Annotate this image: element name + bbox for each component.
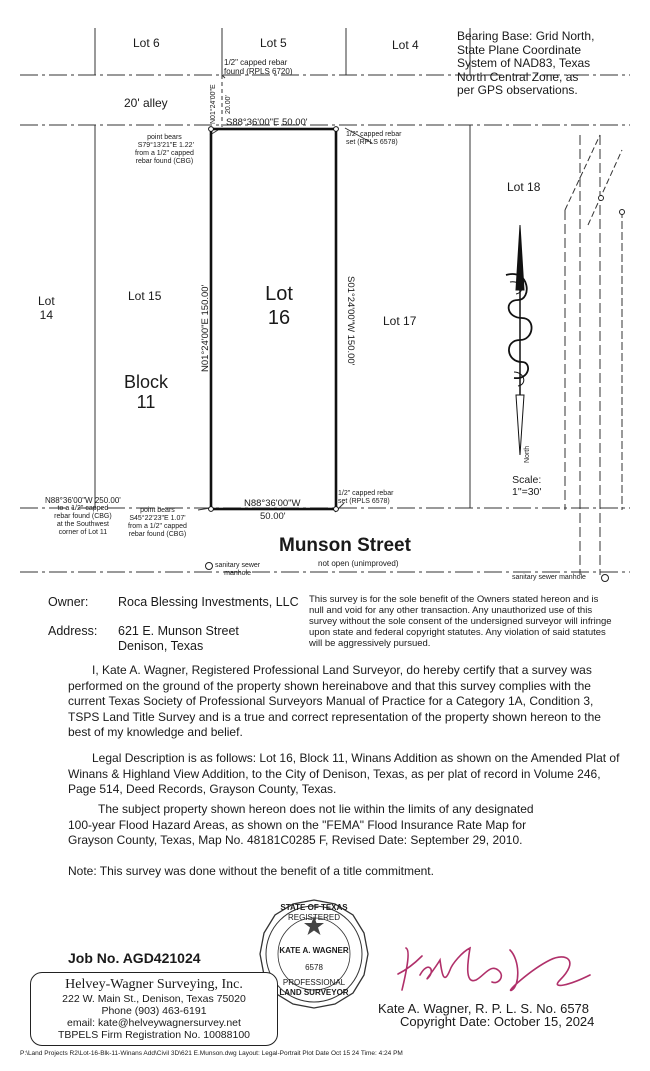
east-line-bearing: S01°24'00"W 150.00' bbox=[345, 276, 356, 366]
note-line: from a 1/2" capped bbox=[128, 523, 187, 530]
manhole-icon bbox=[206, 563, 213, 570]
street-status: not open (unimproved) bbox=[318, 559, 399, 568]
note-line: set (RPLS 6578) bbox=[346, 139, 398, 146]
block-label-line: 11 bbox=[136, 392, 156, 412]
note-line: rebar found (CBG) bbox=[54, 513, 112, 520]
bearing-base-line: System of NAD83, Texas bbox=[457, 56, 591, 70]
note-line: to a 1/2" capped bbox=[57, 505, 109, 512]
signature bbox=[380, 930, 620, 1005]
point-bears-sw-note bbox=[128, 507, 187, 539]
lot-18-label: Lot 18 bbox=[507, 180, 541, 194]
sw-tie-note bbox=[45, 497, 121, 537]
note-line: S79°13'21"E 1.22' bbox=[137, 142, 194, 149]
corner-marker bbox=[209, 507, 214, 512]
point-bears-nw-note bbox=[135, 134, 194, 166]
flood-statement: The subject property shown hereon does not lie within the limits of any designated 100-year Flood Hazard Areas, as shown on the "FEMA" Flood Insurance Rate Map for Grayson County, Texas, Map No. 48181C0285 F, Revised Date: September 29, 2010. bbox=[68, 802, 534, 847]
north-label: North bbox=[524, 445, 531, 463]
south-line-distance: 50.00' bbox=[260, 511, 286, 522]
manhole-right-note: sanitary sewer manhole bbox=[512, 574, 586, 581]
manhole-icon bbox=[602, 575, 609, 582]
scale-note bbox=[512, 474, 541, 498]
note-line: from a 1/2" capped bbox=[135, 150, 194, 157]
note-line: point bears bbox=[140, 507, 175, 514]
sw-tie-bearing: N88°36'00"W 250.00' bbox=[45, 496, 121, 505]
lot-6-label: Lot 6 bbox=[133, 36, 160, 50]
company-phone: Phone (903) 463-6191 bbox=[101, 1005, 207, 1017]
lot-16-label-line: 16 bbox=[267, 307, 291, 329]
rebar-found-note bbox=[224, 58, 293, 76]
manhole-icon bbox=[599, 196, 604, 201]
note-statement: Note: This survey was done without the benefit of a title commitment. bbox=[68, 864, 434, 878]
alley-label: 20' alley bbox=[124, 96, 168, 110]
lot-15-label: Lot 15 bbox=[128, 289, 162, 303]
file-path-footer: P:\Land Projects R2\Lot-16-Blk-11-Winans Add\Civil 3D\621 E.Munson.dwg Layout: Legal-Portrait Plot Date Oct 15 24 Time: 4:24 PM bbox=[20, 1050, 403, 1057]
corner-marker bbox=[209, 127, 214, 132]
note-line: manhole bbox=[224, 570, 251, 577]
note-line: set (RPLS 6578) bbox=[338, 498, 390, 505]
seal-top-text: STATE OF TEXAS bbox=[280, 903, 348, 912]
lot-4-label: Lot 4 bbox=[392, 38, 419, 52]
note-line: rebar found (CBG) bbox=[128, 531, 187, 538]
street-name: Munson Street bbox=[279, 535, 411, 556]
bearing-base-note bbox=[457, 30, 594, 98]
north-arrow-icon bbox=[506, 225, 532, 455]
lot-16-label-line: Lot bbox=[265, 283, 293, 305]
lot-16-label bbox=[251, 282, 307, 330]
owner-value: Roca Blessing Investments, LLC bbox=[118, 595, 299, 609]
north-line-bearing: S88°36'00"E 50.00' bbox=[226, 117, 308, 128]
address-line: 621 E. Munson Street bbox=[118, 624, 239, 638]
alley-tie-distance: 20.00' bbox=[225, 95, 232, 114]
lot-14-label-line: Lot bbox=[38, 294, 55, 308]
note-line: 1/2" capped rebar bbox=[346, 131, 402, 138]
rebar-set-se-note bbox=[338, 490, 393, 506]
lot-5-label: Lot 5 bbox=[260, 36, 287, 50]
scale-value: 1"=30' bbox=[512, 486, 542, 498]
block-label bbox=[116, 372, 176, 412]
company-title-block bbox=[30, 972, 278, 1046]
manhole-icon bbox=[620, 210, 625, 215]
note-line: S45°22'23"E 1.07' bbox=[129, 515, 186, 522]
company-address: 222 W. Main St., Denison, Texas 75020 bbox=[62, 993, 246, 1005]
seal-bottom-text: LAND SURVEYOR bbox=[279, 988, 349, 997]
signer-line: Kate A. Wagner, R. P. L. S. No. 6578 bbox=[378, 1001, 590, 1016]
address-line: Denison, Texas bbox=[118, 639, 204, 653]
seal-registered-text: REGISTERED bbox=[287, 913, 340, 922]
note-line: corner of Lot 11 bbox=[58, 529, 108, 536]
manhole-left-note bbox=[215, 562, 260, 578]
block-label-line: Block bbox=[123, 372, 168, 392]
note-line: point bears bbox=[147, 134, 182, 141]
bearing-base-line: Bearing Base: Grid North, bbox=[457, 29, 595, 43]
company-name: Helvey-Wagner Surveying, Inc. bbox=[65, 977, 243, 992]
seal-professional-text: PROFESSIONAL bbox=[282, 978, 346, 987]
note-line: 1/2" capped rebar bbox=[224, 58, 288, 67]
note-line: sanitary sewer bbox=[215, 562, 261, 569]
address-value bbox=[118, 624, 239, 654]
note-line: 1/2" capped rebar bbox=[338, 490, 394, 497]
job-number: Job No. AGD421024 bbox=[68, 950, 201, 966]
seal-number-text: 6578 bbox=[305, 963, 323, 972]
company-firm-registration: TBPELS Firm Registration No. 10088100 bbox=[57, 1029, 250, 1041]
copyright-line: Copyright Date: October 15, 2024 bbox=[400, 1014, 595, 1029]
corner-marker bbox=[334, 127, 339, 132]
utility-line bbox=[565, 135, 600, 210]
lot-14-label-line: 14 bbox=[39, 308, 54, 322]
bearing-base-line: per GPS observations. bbox=[457, 83, 578, 97]
owner-label: Owner: bbox=[48, 595, 89, 609]
utility-line bbox=[588, 150, 622, 225]
disclaimer: This survey is for the sole benefit of the Owners stated hereon and is null and void for any other transaction. Any unauthorized use of this survey without the sole consent of the undersigned surveyor will infringe upon state and federal copyright statutes. Any violation of said statutes will be aggressively pursued. bbox=[309, 594, 612, 649]
bearing-base-line: State Plane Coordinate bbox=[457, 42, 582, 57]
company-email: email: kate@helveywagnersurvey.net bbox=[67, 1017, 241, 1029]
address-label: Address: bbox=[48, 624, 98, 638]
corner-marker bbox=[334, 507, 339, 512]
note-line: rebar found (CBG) bbox=[135, 158, 194, 165]
note-line: found (RPLS 6720) bbox=[224, 67, 293, 76]
lot-14-label bbox=[38, 294, 55, 322]
seal-name-text: KATE A. WAGNER bbox=[279, 946, 349, 955]
bearing-base-line: North Central Zone, as bbox=[457, 69, 579, 84]
lot-17-label: Lot 17 bbox=[383, 314, 417, 328]
south-line-bearing: N88°36'00"W bbox=[244, 498, 301, 509]
scale-label: Scale: bbox=[512, 474, 542, 486]
note-line: at the Southwest bbox=[56, 521, 109, 528]
certification-text: I, Kate A. Wagner, Registered Professional Land Surveyor, do hereby certify that a survey was performed on the ground of the property shown hereinabove and that this survey complies with the current Texas Society of Professional Surveyors Manual of Practice for a Category 1A, Condition 3, TSPS Land Title Survey and is a true and correct representation of the property shown hereon to the best of my knowledge and belief. bbox=[68, 663, 601, 739]
west-line-bearing: N01°24'00"E 150.00' bbox=[200, 284, 211, 372]
alley-tie-bearing: N01°24'00"E bbox=[210, 84, 217, 124]
legal-description: Legal Description is as follows: Lot 16, Block 11, Winans Addition as shown on the Amended Plat of Winans & Highland View Addition, to the City of Denison, Texas, as per plat of record in Volume 246, Page 514, Deed Records, Grayson County, Texas. bbox=[68, 751, 620, 796]
rebar-set-ne-note bbox=[346, 131, 401, 147]
